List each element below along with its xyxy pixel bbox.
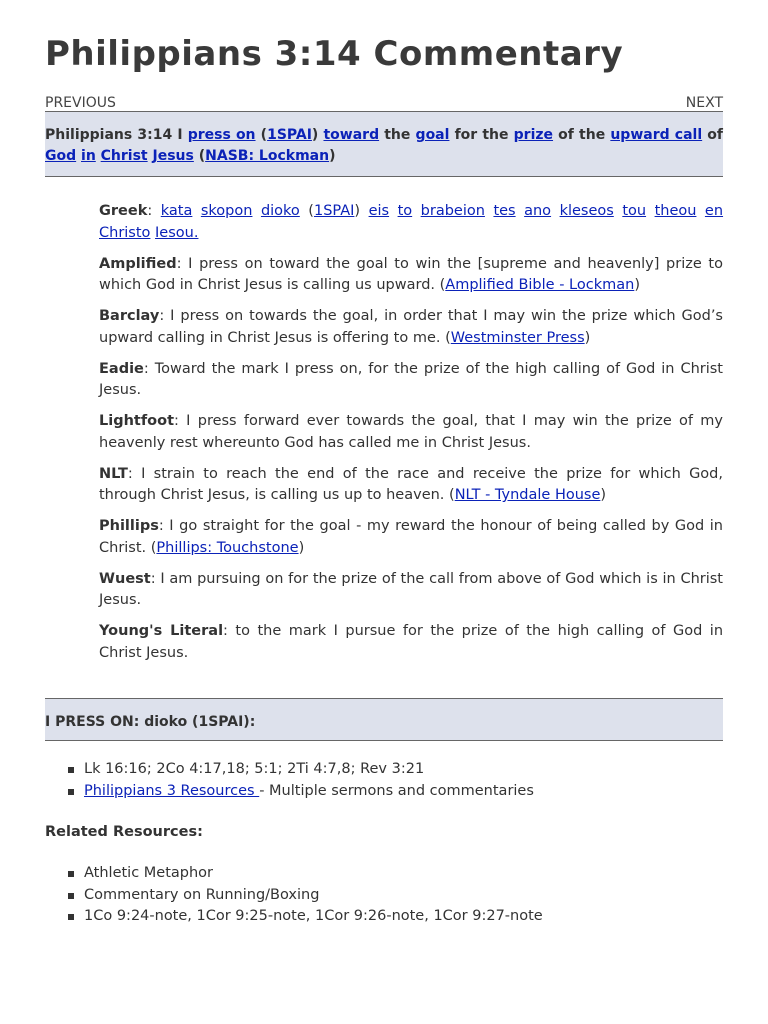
greek-word[interactable]: eis: [368, 203, 390, 219]
verse-box: Philippians 3:14 I press on (1SPAI) toward the goal for the prize of the upward call of God in Christ Jesus (NASB: Lockman): [45, 111, 723, 177]
source-link[interactable]: Westminster Press: [450, 329, 585, 346]
list-item: Athletic Metaphor: [84, 863, 723, 885]
list-item: Philippians 3 Resources - Multiple sermons and commentaries: [84, 781, 723, 803]
translation-eadie: Eadie: Toward the mark I press on, for the prize of the high calling of God in Christ Jesus.: [99, 360, 723, 398]
next-link[interactable]: NEXT: [685, 95, 723, 111]
reference-list: [45, 759, 723, 802]
link-press-on[interactable]: press on: [187, 127, 256, 143]
previous-link[interactable]: PREVIOUS: [45, 95, 116, 111]
greek-word[interactable]: brabeion: [420, 203, 485, 219]
link-1spai[interactable]: 1SPAI: [313, 203, 355, 219]
greek-word[interactable]: kleseos: [559, 203, 614, 219]
greek-word[interactable]: tou: [622, 203, 647, 219]
greek-word[interactable]: kata: [160, 203, 193, 219]
page-title: Philippians 3:14 Commentary: [45, 34, 624, 74]
translation-lightfoot: Lightfoot: I press forward ever towards the goal, that I may win the prize of my heavenly rest whereunto God has called me in Christ Jesus.: [99, 413, 723, 451]
translations-list: [99, 201, 723, 664]
translation-amplified: Amplified: I press on toward the goal to win the [supreme and heavenly] prize to which God in Christ Jesus is calling us upward. (Amplified Bible - Lockman): [99, 255, 723, 293]
list-item: Lk 16:16; 2Co 4:17,18; 5:1; 2Ti 4:7,8; Rev 3:21: [84, 759, 723, 781]
greek-word[interactable]: skopon: [200, 203, 253, 219]
greek-word[interactable]: to: [397, 203, 413, 219]
link-upward-call[interactable]: upward call: [610, 127, 703, 143]
page: [45, 0, 723, 177]
list-item: Commentary on Running/Boxing: [84, 885, 723, 907]
translation-youngs-literal: Young's Literal: to the mark I pursue for the prize of the high calling of God in Christ Jesus.: [99, 623, 724, 661]
lower-section: [45, 698, 723, 928]
link-nasb[interactable]: NASB: Lockman: [205, 148, 330, 164]
translation-phillips: Phillips: I go straight for the goal - my reward the honour of being called by God in Christ. (Phillips: Touchstone): [99, 518, 723, 556]
related-list: [45, 863, 723, 928]
source-link[interactable]: Amplified Bible - Lockman: [445, 277, 635, 293]
link-christ[interactable]: Christ: [100, 148, 148, 164]
translation-wuest: Wuest: I am pursuing on for the prize of the call from above of God which is in Christ Jesus.: [99, 570, 723, 608]
link-1spai[interactable]: 1SPAI: [267, 127, 312, 143]
greek-word[interactable]: tes: [493, 203, 516, 219]
greek-word[interactable]: Christo: [99, 224, 151, 241]
section-heading: I PRESS ON: dioko (1SPAI):: [45, 698, 723, 741]
related-resources-heading: Related Resources:: [45, 824, 203, 840]
greek-word[interactable]: theou: [654, 203, 697, 219]
greek-word[interactable]: en: [704, 203, 724, 219]
greek-line: Greek: kata skopon dioko (1SPAI) eis to brabeion tes ano kleseos tou theou en Christo Iesou.: [99, 203, 724, 241]
greek-word[interactable]: dioko: [260, 203, 300, 219]
translation-barclay: Barclay: I press on towards the goal, in order that I may win the prize which God’s upward calling in Christ Jesus is offering to me. (Westminster Press): [99, 308, 723, 346]
greek-word[interactable]: Iesou.: [155, 224, 199, 241]
nav-row: [45, 95, 723, 111]
translation-nlt: NLT: I strain to reach the end of the race and receive the prize for which God, through Christ Jesus, is calling us up to heaven. (NLT - Tyndale House): [99, 465, 723, 503]
verse-reference: Philippians 3:14 I: [45, 127, 183, 143]
link-god[interactable]: God: [45, 148, 77, 164]
source-link[interactable]: NLT - Tyndale House: [454, 487, 601, 503]
link-toward[interactable]: toward: [323, 127, 380, 143]
link-jesus[interactable]: Jesus: [152, 148, 194, 164]
link-goal[interactable]: goal: [415, 127, 450, 143]
link-in[interactable]: in: [81, 148, 96, 164]
source-link[interactable]: Phillips: Touchstone: [156, 539, 299, 556]
philippians-resources-link[interactable]: Philippians 3 Resources: [84, 782, 260, 799]
link-prize[interactable]: prize: [513, 127, 554, 143]
greek-word[interactable]: ano: [524, 203, 552, 219]
list-item: 1Co 9:24-note, 1Cor 9:25-note, 1Cor 9:26-note, 1Cor 9:27-note: [84, 906, 723, 928]
